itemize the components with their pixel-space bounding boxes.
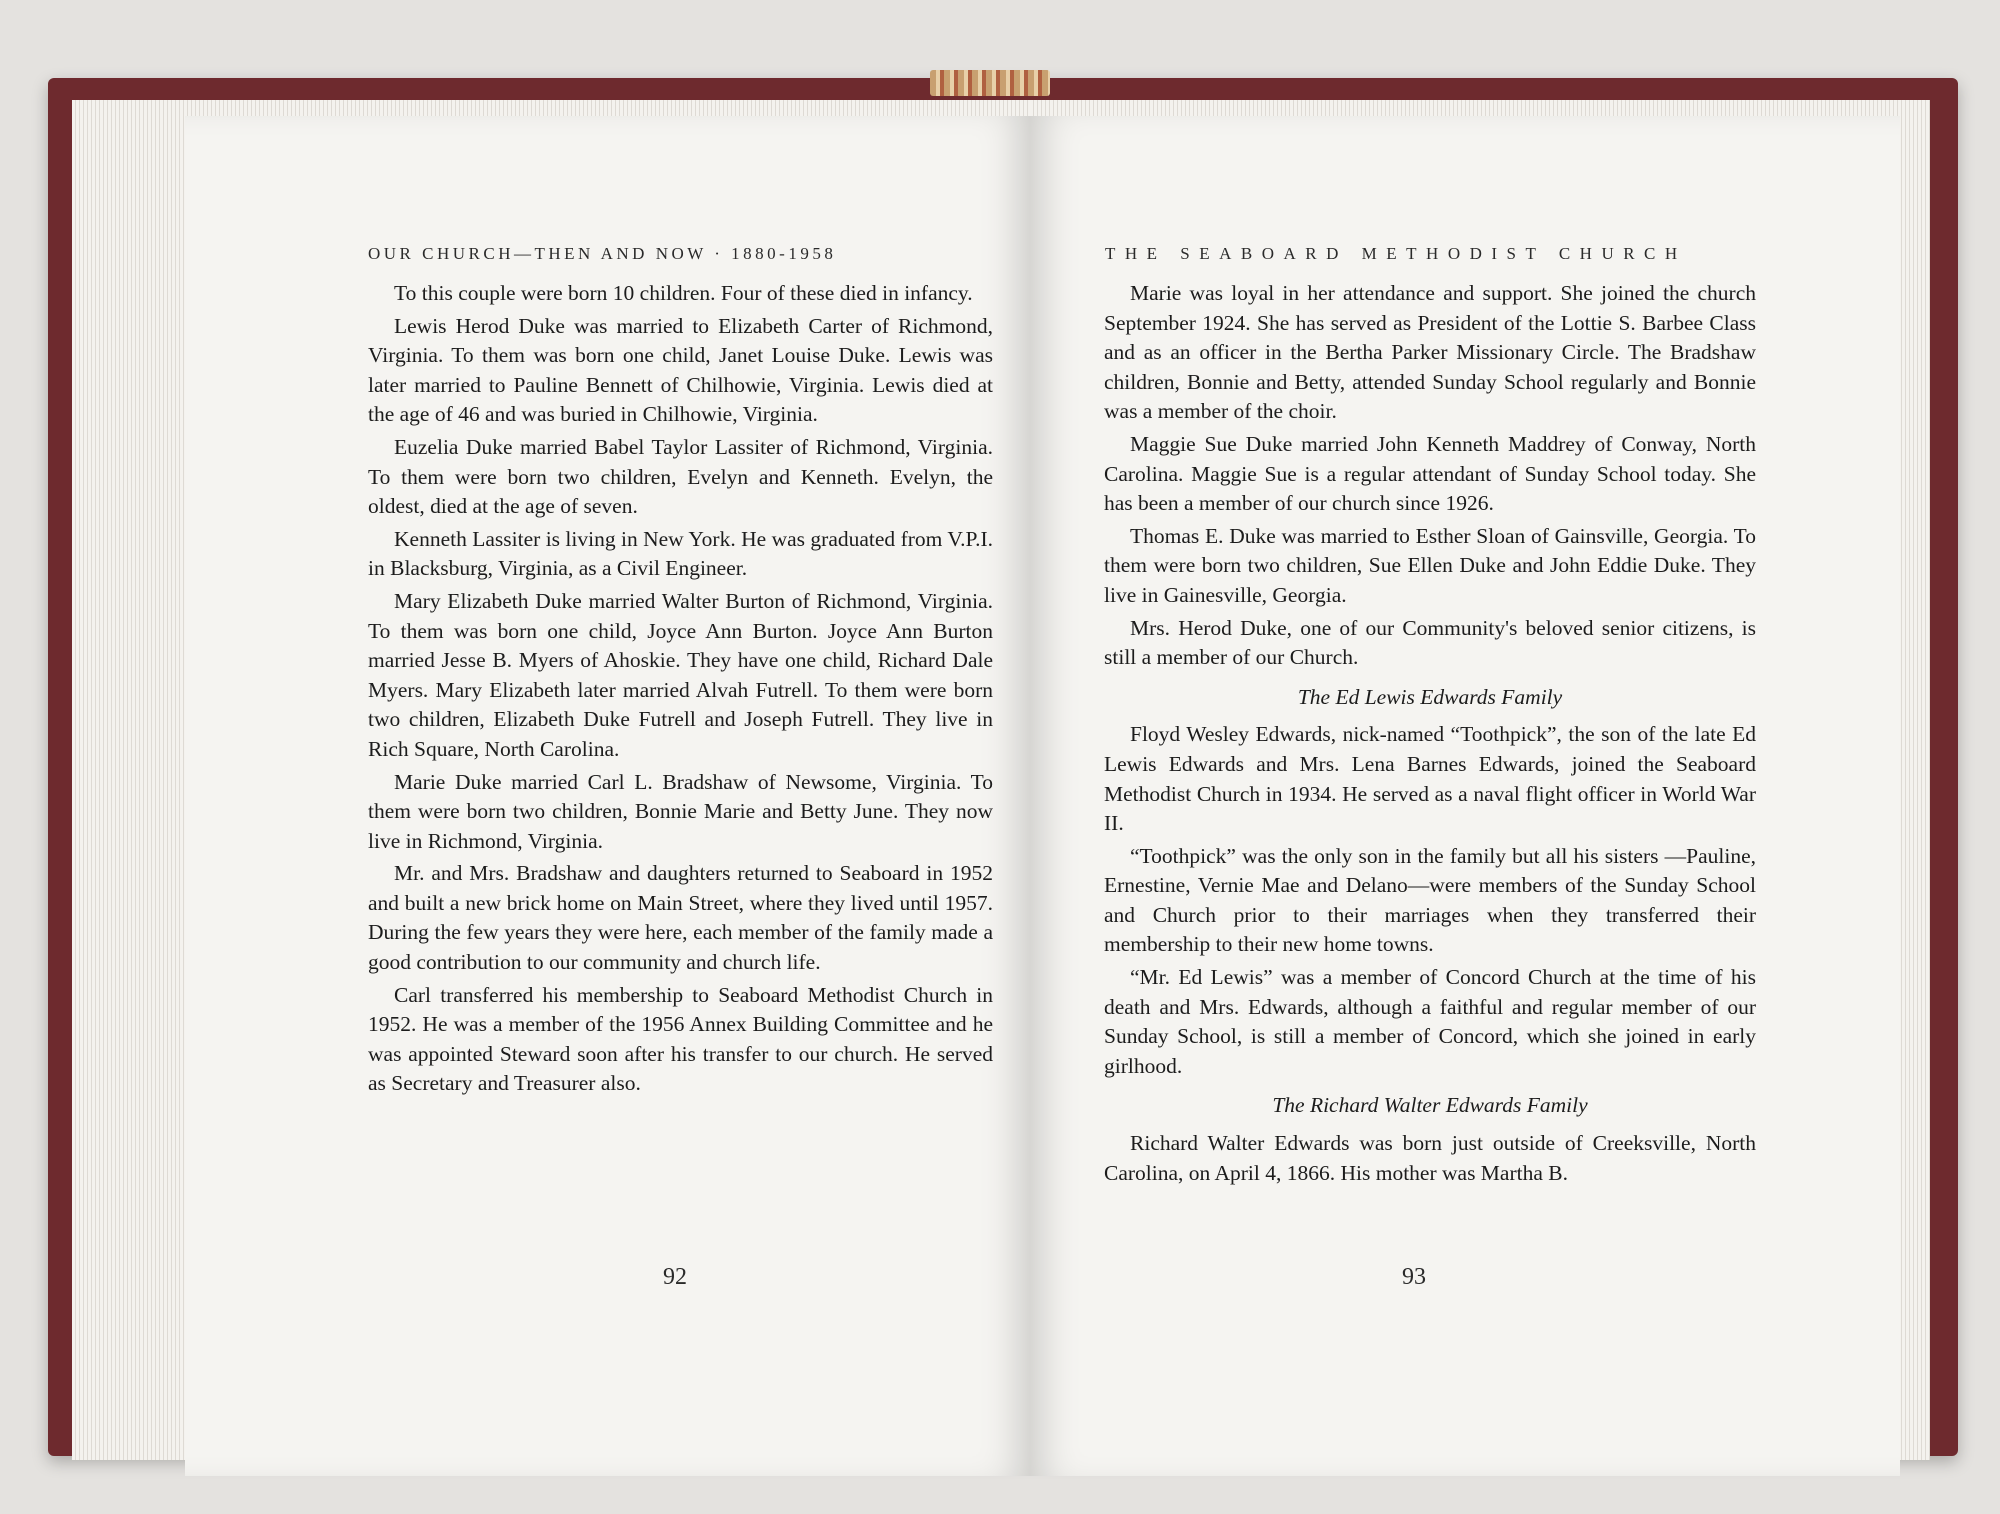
paragraph: “Toothpick” was the only son in the family but all his sisters —Pauline, Ernestine, Vernie Mae and Delano—were members of the Sunday School and Church prior to their marriages when they transferred their membership to their new home towns. (1104, 843, 1756, 957)
paragraph: Kenneth Lassiter is living in New York. He was graduated from V.P.I. in Blacksburg, Virginia, as a Civil Engineer. (368, 526, 993, 581)
paragraph: Mary Elizabeth Duke married Walter Burton of Richmond, Virginia. To them was born one child, Joyce Ann Burton. Joyce Ann Burton married Jesse B. Myers of Ahoskie. They have one child, Richard Dale Myers. Mary Elizabeth later married Alvah Futrell. To them were born two children, Elizabeth Duke Futrell and Joseph Futrell. They live in Rich Square, North Carolina. (368, 588, 993, 761)
paragraph: Maggie Sue Duke married John Kenneth Maddrey of Conway, North Carolina. Maggie Sue is a regular attendant of Sunday School today. She has been a member of our church since 1926. (1104, 431, 1756, 516)
section-heading-ed-lewis-edwards: The Ed Lewis Edwards Family (1297, 684, 1563, 709)
spine-headband (930, 70, 1050, 96)
paragraph: Marie was loyal in her attendance and support. She joined the church September 1924. She has served as President of the Lottie S. Barbee Class and as an officer in the Bertha Parker Missionary Circle. The Bradshaw children, Bonnie and Betty, attended Sunday School regularly and Bonnie was a member of the choir. (1104, 281, 1756, 424)
page-number-left: 92 (663, 1264, 687, 1290)
right-page (1030, 116, 1900, 1476)
right-page-body (1104, 279, 1756, 1191)
page-number-right: 93 (1402, 1264, 1426, 1290)
section-heading-richard-walter-edwards: The Richard Walter Edwards Family (1272, 1093, 1588, 1118)
paragraph: Carl transferred his membership to Seaboard Methodist Church in 1952. He was a member of the 1956 Annex Building Committee and he was appointed Steward soon after his transfer to our church. He served as Secretary and Treasurer also. (368, 982, 993, 1096)
paragraph: Thomas E. Duke was married to Esther Sloan of Gainsville, Georgia. To them were born two children, Sue Ellen Duke and John Eddie Duke. They live in Gainesville, Georgia. (1104, 523, 1756, 607)
paragraph: Mrs. Herod Duke, one of our Community's beloved senior citizens, is still a member of our Church. (1104, 615, 1756, 670)
paragraph: “Mr. Ed Lewis” was a member of Concord Church at the time of his death and Mrs. Edwards, although a faithful and regular member of our Sunday School, is still a member of Concord, which she joined in early girlhood. (1104, 965, 1756, 1078)
paragraph: To this couple were born 10 children. Four of these died in infancy. (394, 281, 973, 305)
paragraph: Euzelia Duke married Babel Taylor Lassiter of Richmond, Virginia. To them were born two children, Evelyn and Kenneth. Evelyn, the oldest, died at the age of seven. (368, 434, 993, 519)
running-head-left: OUR CHURCH—THEN AND NOW · 1880-1958 (368, 244, 837, 263)
paragraph: Floyd Wesley Edwards, nick-named “Toothpick”, the son of the late Ed Lewis Edwards and Mrs. Lena Barnes Edwards, joined the Seaboard Methodist Church in 1934. He served as a naval flight officer in World War II. (1104, 722, 1756, 836)
paragraph: Mr. and Mrs. Bradshaw and daughters returned to Seaboard in 1952 and built a new brick home on Main Street, where they lived until 1957. During the few years they were here, each member of the family made a good contribution to our community and church life. (368, 861, 993, 975)
paragraph: Marie Duke married Carl L. Bradshaw of Newsome, Virginia. To them were born two children, Bonnie Marie and Betty June. They now live in Richmond, Virginia. (368, 769, 993, 853)
paragraph: Lewis Herod Duke was married to Elizabeth Carter of Richmond, Virginia. To them was born one child, Janet Louise Duke. Lewis was later married to Pauline Bennett of Chilhowie, Virginia. Lewis died at the age of 46 and was buried in Chilhowie, Virginia. (368, 313, 993, 427)
paragraph: Richard Walter Edwards was born just outside of Creeksville, North Carolina, on April 4, 1866. His mother was Martha B. (1104, 1131, 1756, 1185)
left-page-body (368, 279, 993, 1102)
running-head-right: THE SEABOARD METHODIST CHURCH (1105, 244, 1687, 263)
left-page (185, 116, 1030, 1476)
